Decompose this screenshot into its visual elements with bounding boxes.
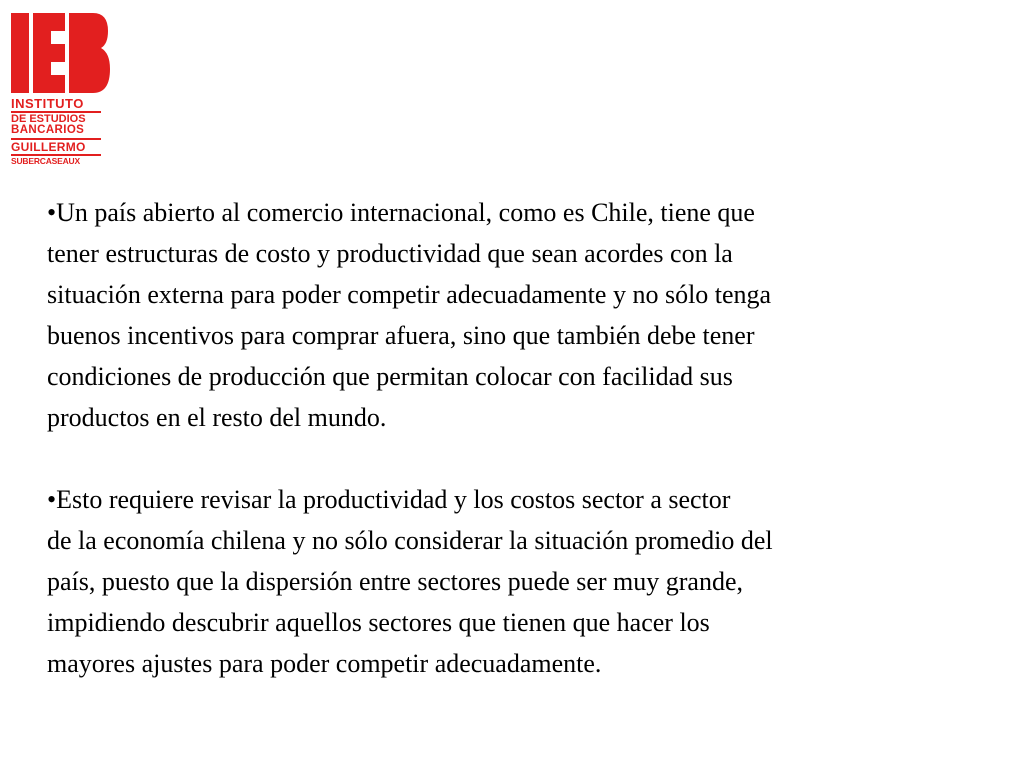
logo-wordmark [11,97,111,165]
text-line: buenos incentivos para comprar afuera, sino que también debe tener [47,321,755,350]
bullet-paragraph-2 [47,479,1007,684]
institute-logo [8,8,112,166]
text-line: situación externa para poder competir adecuadamente y no sólo tenga [47,280,772,309]
text-line: de la economía chilena y no sólo considerar la situación promedio del [47,526,773,555]
logo-line-guillermo: GUILLERMO [11,139,86,154]
logo-line-bancarios: BANCARIOS [11,124,85,136]
text-line: productos en el resto del mundo. [47,403,387,432]
text-line: tener estructuras de costo y productividad que sean acordes con la [47,239,733,268]
text-line: condiciones de producción que permitan colocar con facilidad sus [47,362,733,391]
logo-line-instituto: INSTITUTO [11,96,84,111]
text-line: país, puesto que la dispersión entre sectores puede ser muy grande, [47,567,744,596]
logo-line-de-estudios: DE ESTUDIOS [11,113,86,125]
slide-body [47,192,1007,725]
text-line: mayores ajustes para poder competir adecuadamente. [47,649,602,678]
logo-line-subercaseaux: SUBERCASEAUX [11,155,80,166]
ieb-monogram-icon [11,13,111,93]
bullet-paragraph-1 [47,192,1007,438]
text-line: •Esto requiere revisar la productividad y los costos sector a sector [47,485,731,514]
text-line: impidiendo descubrir aquellos sectores que tienen que hacer los [47,608,710,637]
text-line: •Un país abierto al comercio internacional, como es Chile, tiene que [47,198,755,227]
